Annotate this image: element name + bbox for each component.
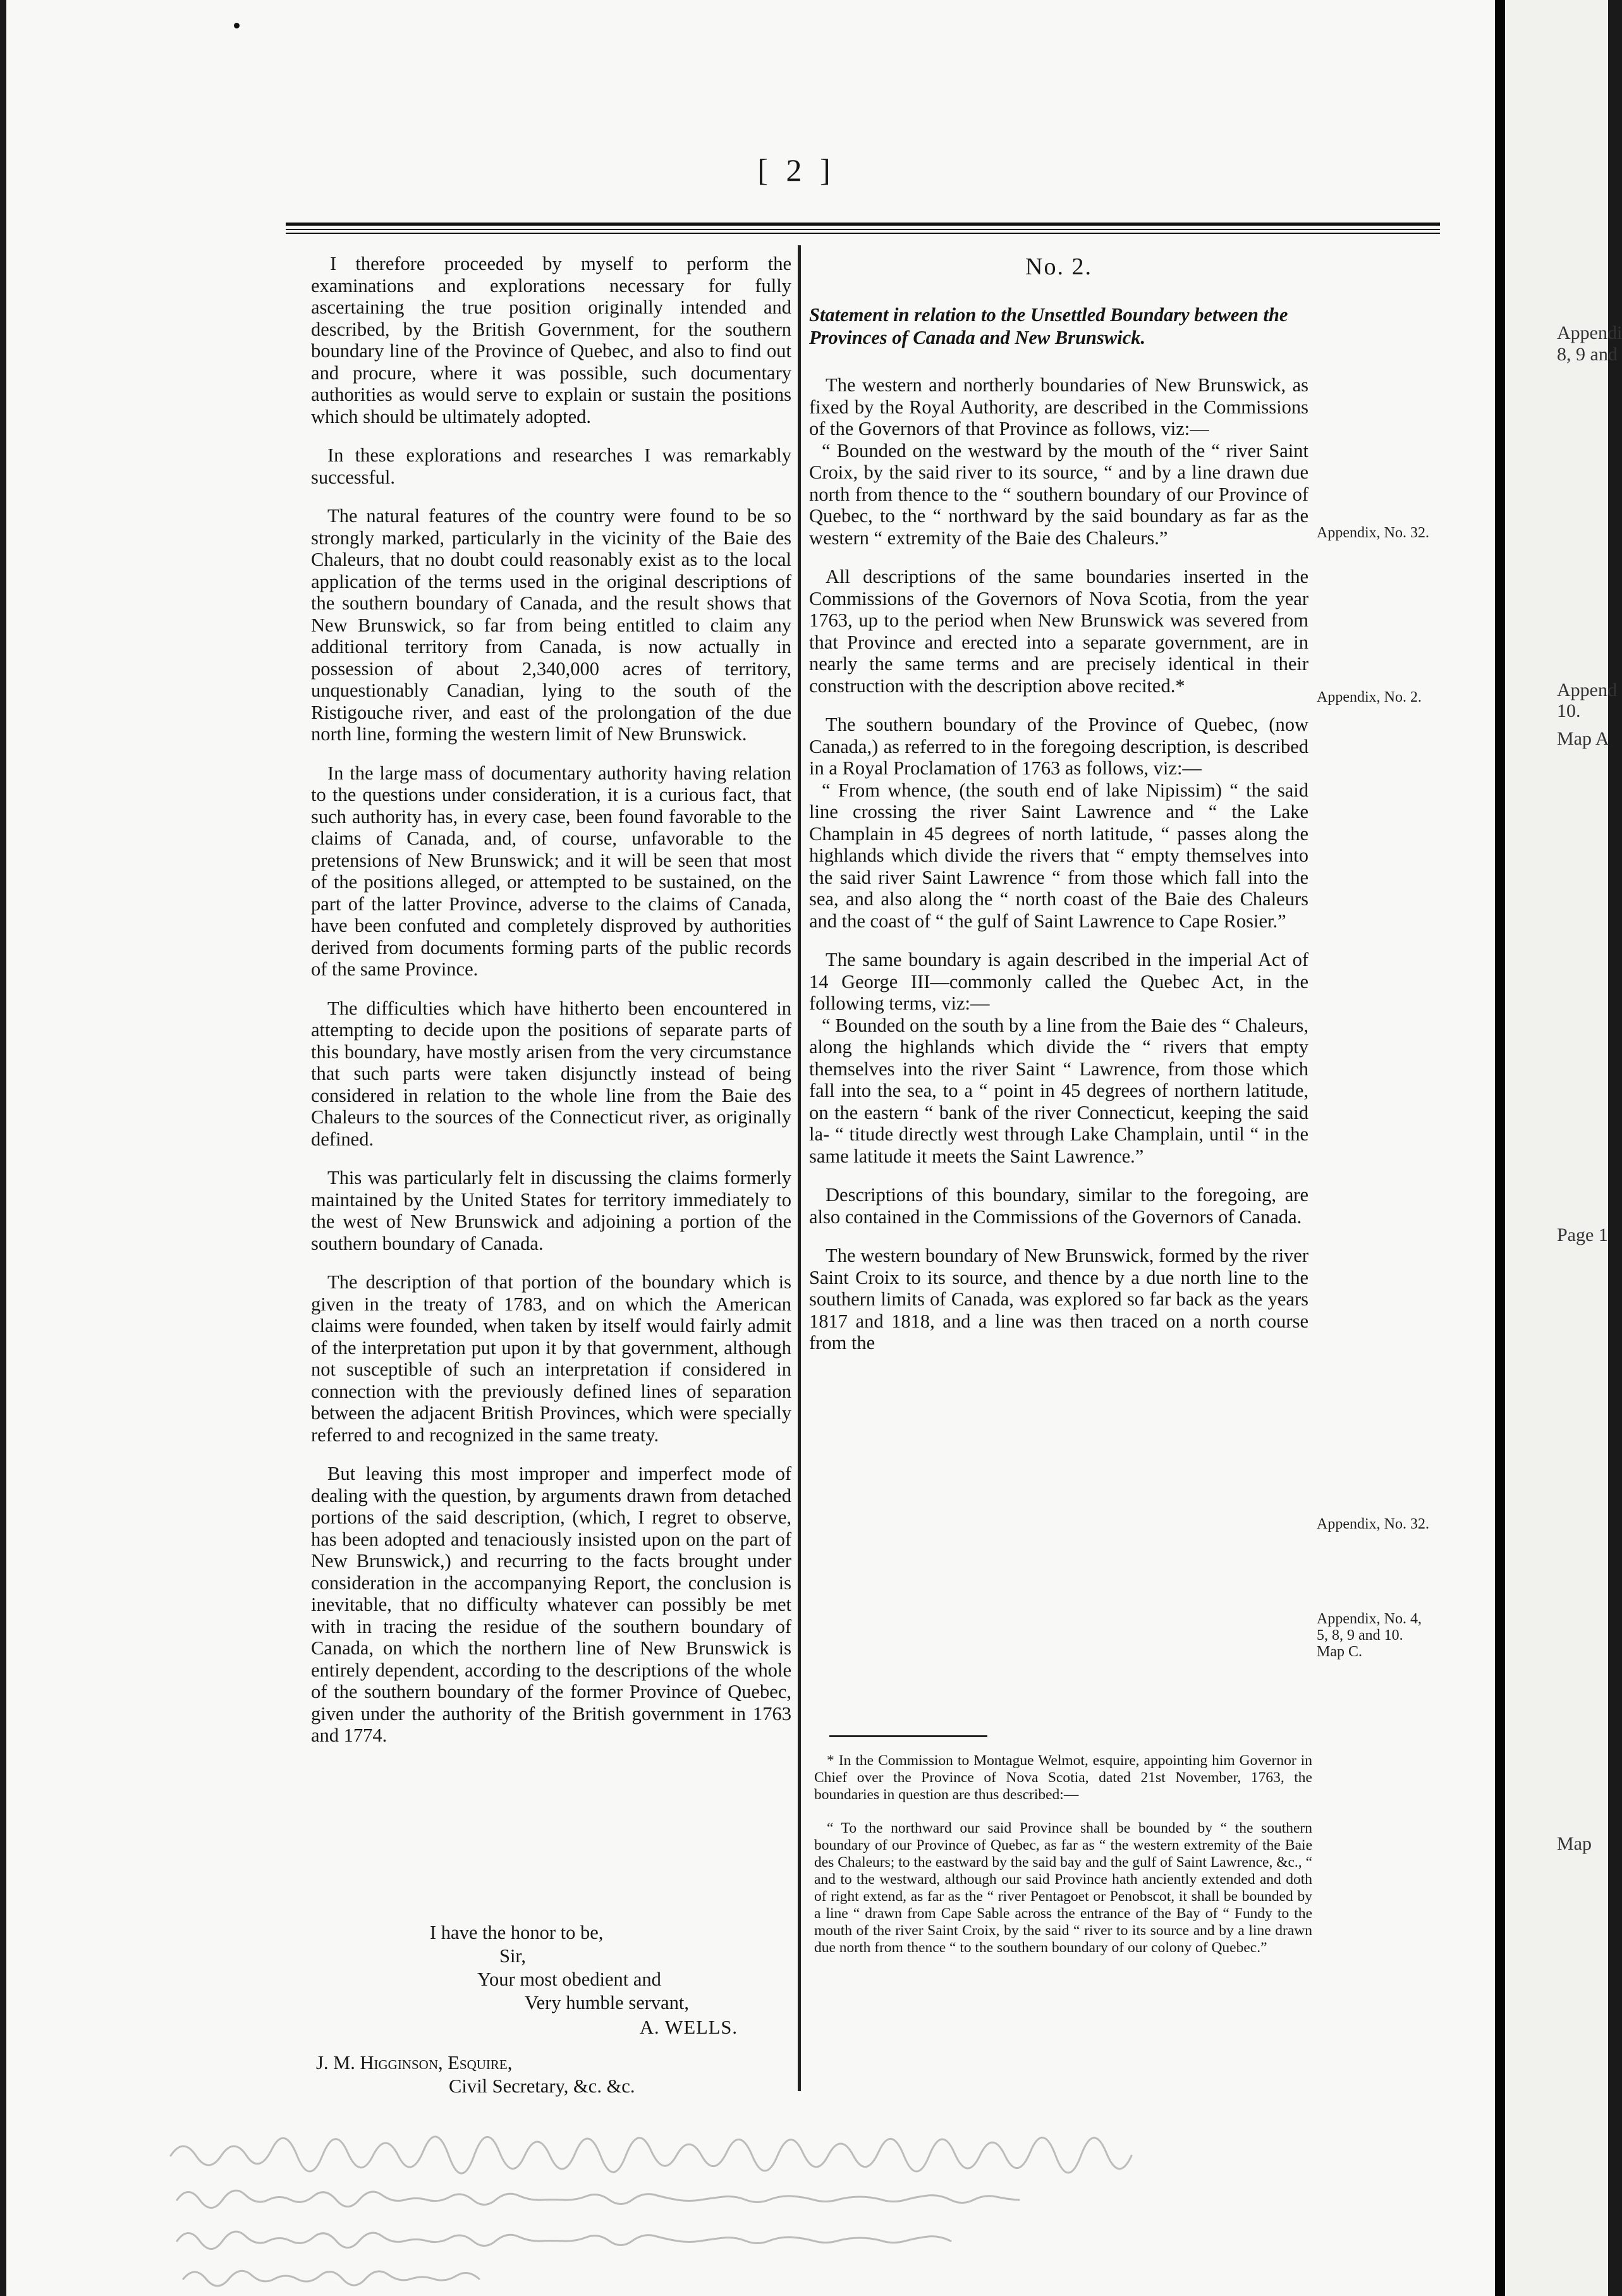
body-paragraph: The western and northerly boundaries of New Brunswick, as fixed by the Royal Authority, are described in the Commissions of the Governors of that Province as follows, viz:— xyxy=(809,374,1308,439)
body-paragraph: The western boundary of New Brunswick, formed by the river Saint Croix to its source, and thence by a due north line to the southern limits of Canada, was explored so far back as the years 1817 and 1818, and a line was then traced on a north course from the xyxy=(809,1245,1308,1353)
margin-note: Appendix, No. 4, 5, 8, 9 and 10. Map C. xyxy=(1317,1611,1422,1660)
footnote-text: * In the Commission to Montague Welmot, esquire, appointing him Governor in Chief over the Province of Nova Scotia, dated 21st November, 1763, the boundaries in question are thus described:— xyxy=(814,1752,1312,1803)
body-paragraph: The description of that portion of the boundary which is given in the treaty of 1783, and on which the American claims were founded, when taken by itself would fairly admit of the interpretation put upon it by that government, although not susceptible of such an interpretation if considered in connection with the previously defined lines of separation between the adjacent British Provinces, which were specially referred to and recognized in the same treaty. xyxy=(311,1271,791,1446)
next-page-fragment: 8, 9 and xyxy=(1557,344,1618,365)
margin-note: Appendix, No. 32. xyxy=(1317,1516,1429,1532)
section-heading: No. 2. xyxy=(1025,253,1092,280)
body-paragraph: In the large mass of documentary authority having relation to the questions under consideration, it is a curious fact, that such authority has, in every case, been found favorable to the claims of Canada, and, of course, unfavorable to the pretensions of New Brunswick; and it will be seen that most of the positions alleged, or attempted to be sustained, on the part of the latter Province, adverse to the claims of Canada, have been confuted and completely disproved by authorities derived from documents forming parts of the public records of the same Province. xyxy=(311,762,791,980)
signature: A. WELLS. xyxy=(640,2017,738,2038)
body-paragraph: The natural features of the country were found to be so strongly marked, particularly in the vicinity of the Baie des Chaleurs, that no doubt could reasonably exist as to the local application of the terms used in the original descriptions of the southern boundary of Canada, and the result shows that New Brunswick, so far from being entitled to claim any additional territory from Canada, is now actually in possession of about 2,340,000 acres of territory, unquestionably Canadian, lying to the south of the Ristigouche river, and east of the prolongation of the due north line, forming the western limit of New Brunswick. xyxy=(311,505,791,745)
column-divider xyxy=(798,245,801,2091)
margin-note: Appendix, No. 2. xyxy=(1317,689,1422,705)
body-paragraph: Descriptions of this boundary, similar to the foregoing, are also contained in the Commissions of the Governors of Canada. xyxy=(809,1184,1308,1228)
footnote xyxy=(814,1752,1312,1957)
body-paragraph: In these explorations and researches I was remarkably successful. xyxy=(311,444,791,488)
closing-salutation: Sir, xyxy=(499,1945,526,1967)
body-paragraph: I therefore proceeded by myself to perform the examinations and explorations necessary for fully ascertaining the true position originally intended and described, by the British Government, for the southern boundary line of the Province of Quebec, and also to find out and procure, where it was possible, such documentary authorities as would serve to explain or sustain the positions which should be ultimately adopted. xyxy=(311,253,791,427)
quoted-passage: “ Bounded on the south by a line from the Baie des “ Chaleurs, along the highlands which divide the “ rivers that empty themselves into the river Saint “ Lawrence, from those which fall into the sea, to a “ point in 45 degrees of northern latitude, on the eastern “ bank of the river Connecticut, keeping the said la- “ titude directly west through Lake Champlain, until “ in the same latitude it meets the Saint Lawrence.” xyxy=(809,1014,1308,1167)
next-page-fragment: 10. xyxy=(1557,700,1581,721)
body-paragraph: This was particularly felt in discussing the claims formerly maintained by the United States for territory immediately to the west of New Brunswick and adjoining a portion of the southern boundary of Canada. xyxy=(311,1167,791,1254)
header-rule-thick xyxy=(286,223,1440,226)
next-page-fragment: Appendi xyxy=(1557,322,1622,343)
next-page-fragment: Append xyxy=(1557,680,1617,700)
footnote-rule xyxy=(829,1735,987,1737)
quoted-passage: “ Bounded on the westward by the mouth of the “ river Saint Croix, by the said river to its source, “ and by a line drawn due north from thence to the “ southern boundary of our Province of Quebec, to the “ northward by the said boundary as far as the western “ extremity of the Baie des Chaleurs.” xyxy=(809,439,1308,549)
closing-salutation: Your most obedient and xyxy=(477,1969,661,1990)
header-rule-thin xyxy=(286,229,1440,230)
addressee-name: J. M. Higginson, Esquire, xyxy=(316,2052,513,2073)
body-paragraph: The difficulties which have hitherto been encountered in attempting to decide upon the positions of separate parts of this boundary, have mostly arisen from the very circumstance that such parts were taken disjunctly instead of being considered in relation to the whole line from the Baie des Chaleurs to the sources of the Connecticut river, as originally defined. xyxy=(311,997,791,1150)
closing-salutation: Very humble servant, xyxy=(525,1992,690,2013)
body-paragraph: All descriptions of the same boundaries inserted in the Commissions of the Governors of Nova Scotia, from the year 1763, up to the period when New Brunswick was severed from that Province and erected into a separate government, are in nearly the same terms and are precisely identical in their construction with the description above recited.* xyxy=(809,566,1308,697)
adjacent-page-edge xyxy=(1505,0,1622,2296)
next-page-fragment: Map A xyxy=(1557,728,1609,749)
addressee-title: Civil Secretary, &c. &c. xyxy=(449,2075,635,2097)
footnote-quote: “ To the northward our said Province shall be bounded by “ the southern boundary of our Province of Quebec, as far as “ the western extremity of the Baie des Chaleurs; to the eastward by the said bay and the gulf of Saint Lawrence, &c., “ and to the westward, although our said Province hath anciently extended and doth of right extend, as far as the “ river Pentagoet or Penobscot, it shall be bounded by a line “ drawn from Cape Sable across the entrance of the Bay of “ Fundy to the mouth of the river Saint Croix, by the said “ river to its source and by a line drawn due north from thence “ to the southern boundary of our colony of Quebec.” xyxy=(814,1820,1312,1956)
page-number: [ 2 ] xyxy=(757,152,836,188)
page-gutter xyxy=(1495,0,1505,2296)
section-title: Statement in relation to the Unsettled Boundary between the Provinces of Canada and New Brunswick. xyxy=(809,304,1288,348)
body-paragraph: The same boundary is again described in the imperial Act of 14 George III—commonly called the Quebec Act, in the following terms, viz:— xyxy=(809,949,1308,1014)
header-rule-thin xyxy=(286,233,1440,234)
margin-note: Appendix, No. 32. xyxy=(1317,525,1429,541)
right-column xyxy=(809,253,1308,1354)
quoted-passage: “ From whence, (the south end of lake Nipissim) “ the said line crossing the river Saint Lawrence and “ the Lake Champlain in 45 degrees of north latitude, “ passes along the highlands which divide the rivers that “ empty themselves into the said river Saint Lawrence “ from those which fall into the sea, and also along the “ north coast of the Baie des Chaleurs and the coast of “ the gulf of Saint Lawrence to Cape Rosier.” xyxy=(809,779,1308,932)
left-column xyxy=(311,253,791,1747)
ink-spot xyxy=(234,23,240,28)
next-page-fragment: Map xyxy=(1557,1833,1592,1854)
closing-salutation: I have the honor to be, xyxy=(430,1922,604,1943)
next-page-fragment: Page 1 xyxy=(1557,1224,1608,1245)
handwritten-annotation xyxy=(158,2105,1359,2288)
body-paragraph: But leaving this most improper and imperfect mode of dealing with the question, by arguments drawn from detached portions of the said description, (which, I regret to observe, has been adopted and tenaciously insisted upon on the part of New Brunswick,) and recurring to the facts brought under consideration in the accompanying Report, the conclusion is inevitable, that no difficulty whatever can possibly be met with in tracing the residue of the southern boundary of Canada, on which the northern line of New Brunswick is entirely dependent, according to the descriptions of the whole of the southern boundary of the former Province of Quebec, given under the authority of the British government in 1763 and 1774. xyxy=(311,1463,791,1746)
body-paragraph: The southern boundary of the Province of Quebec, (now Canada,) as referred to in the foregoing description, is described in a Royal Proclamation of 1763 as follows, viz:— xyxy=(809,714,1308,779)
